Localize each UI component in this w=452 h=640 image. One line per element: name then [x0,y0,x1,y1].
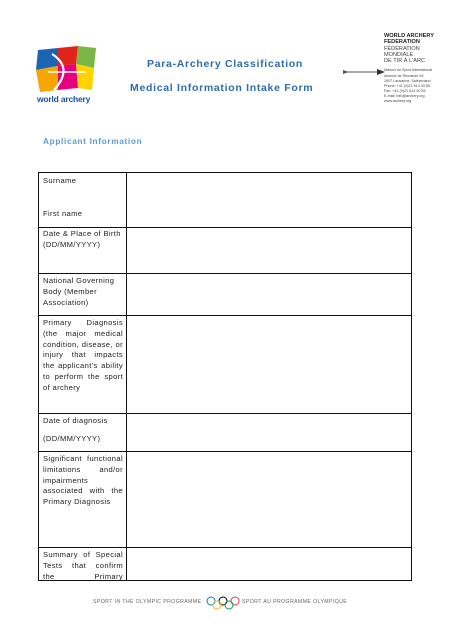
special-tests-label-line: Summary of Special [43,550,123,559]
footer-left-text: SPORT IN THE OLYMPIC PROGRAMME [93,599,202,605]
primary-diagnosis-label-line: Primary Diagnosis [43,318,123,327]
logo-text: world archery [37,94,91,104]
table-row [38,547,412,581]
field-label-cell [39,451,127,547]
footer-right-text: SPORT AU PROGRAMME OLYMPIQUE [242,599,348,605]
table-row [38,451,412,548]
address-line: www.archery.org [384,99,412,104]
limitations-label-line: impairments [43,475,89,485]
table-row [38,273,412,316]
section-heading: Applicant Information [43,137,143,146]
federation-address [384,68,450,104]
birth-date-place-field[interactable] [128,226,411,273]
diagnosis-date-format-label: (DD/MM/YYYY) [43,433,101,443]
footer [0,596,452,610]
limitations-label-line: associated with the [43,486,123,496]
federation-name-fr-3: DE TIR À L'ARC [384,58,426,65]
federation-block [384,33,450,104]
primary-diagnosis-label-line: condition, disease, or [43,339,123,349]
primary-diagnosis-field[interactable] [128,315,411,413]
birth-label: Date & Place of Birth (DD/MM/YYYY) [43,229,121,249]
address-line: Maison du Sport International [384,68,433,73]
primary-diagnosis-label-line: injury that impacts [43,350,123,360]
governing-body-field[interactable] [128,273,411,315]
diagnosis-date-field[interactable] [128,413,411,451]
first-name-label: First name [43,209,83,218]
field-label-cell [39,315,127,413]
primary-diagnosis-label-line: to perform the sport [43,371,123,381]
address-line: 1007 Lausanne, Switzerland [384,78,431,83]
arrow-icon [343,69,385,75]
special-tests-label-line: Tests that confirm [43,560,123,570]
surname-first-name-field[interactable] [128,173,411,227]
diagnosis-date-label: Date of diagnosis [43,416,108,425]
limitations-label-line: Significant functional [43,454,123,463]
field-label-cell [39,226,127,273]
table-row [38,315,412,414]
federation-name-en-2: FEDERATION [384,39,420,46]
field-label-cell [39,413,127,451]
federation-name-fr-1: FÉDÉRATION [384,45,420,52]
address-line: Phone: +41 (0)21 614 30 50 [384,83,431,88]
table-row [38,226,412,274]
surname-label: Surname [43,176,77,185]
primary-diagnosis-label-line: (the major medical [43,328,123,338]
federation-name-en-1: WORLD ARCHERY [384,33,434,39]
functional-limitations-field[interactable] [128,451,411,547]
address-line: E-mail: info@archery.org [384,93,425,98]
form-title-line1: Para-Archery Classification [147,58,304,70]
address-line: Fax: +41 (0)21 614 30 55 [384,88,426,93]
olympic-rings-icon [205,596,241,610]
primary-diagnosis-label-line: the applicant's ability [43,361,123,371]
form-title-line2: Medical Information Intake Form [130,82,314,94]
special-tests-label-line: the Primary [43,571,123,581]
table-row [38,413,412,452]
special-tests-field[interactable] [128,547,411,581]
field-label-cell [39,173,127,227]
page-break-line [38,580,412,581]
address-line: Avenue de Rhodanie 54 [384,73,424,78]
federation-name-fr-2: MONDIALE [384,51,414,58]
applicant-form-table [38,172,412,581]
governing-body-label: National Governing Body (Member Association) [43,276,115,307]
limitations-label-line: limitations and/or [43,464,123,474]
field-label-cell [39,273,127,315]
primary-diagnosis-label-line: of archery [43,382,81,392]
table-row [38,172,412,228]
field-label-cell [39,547,127,581]
limitations-label-line: Primary Diagnosis [43,497,111,507]
